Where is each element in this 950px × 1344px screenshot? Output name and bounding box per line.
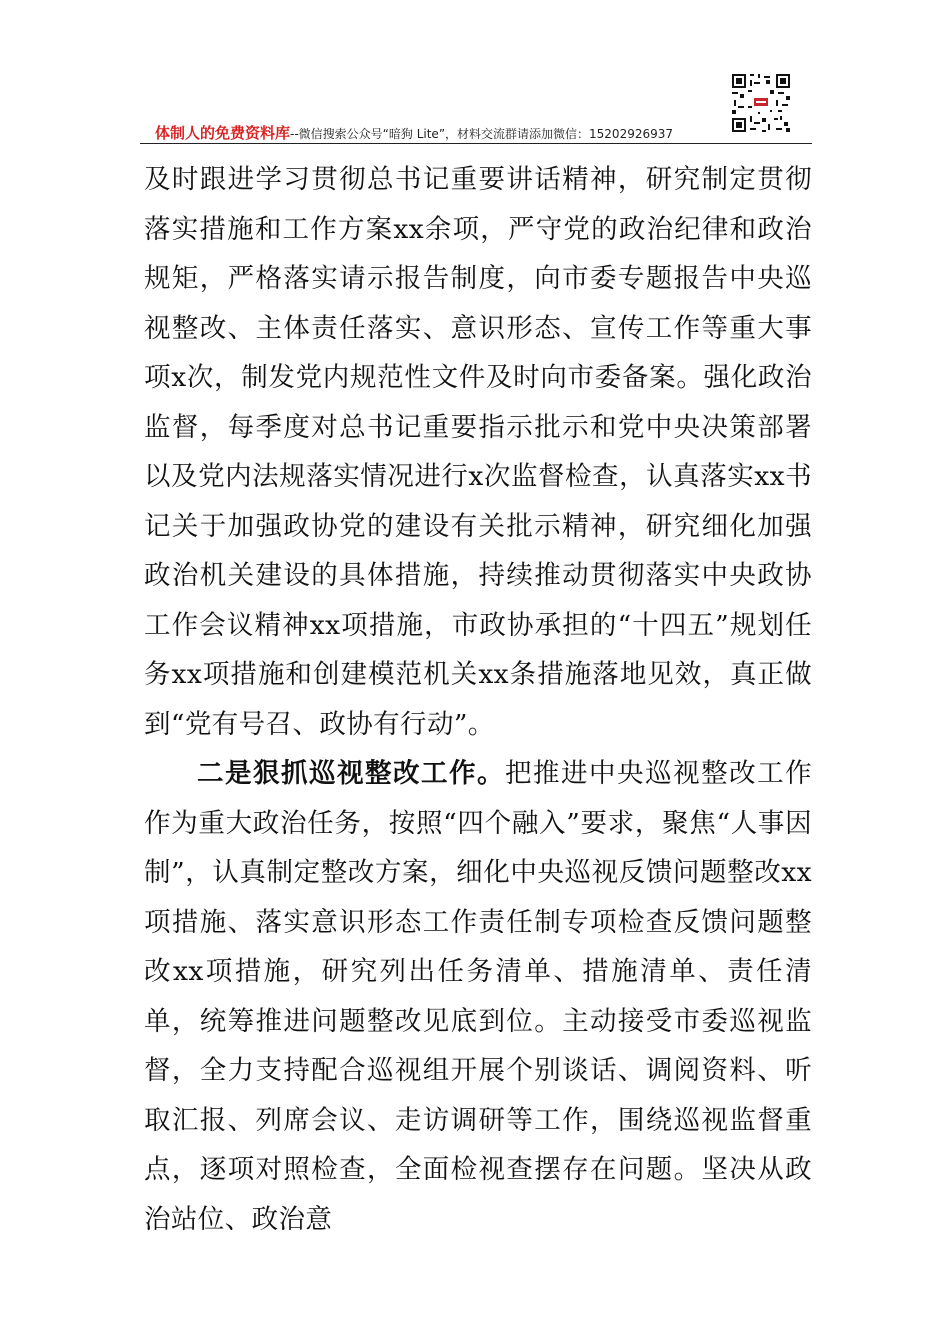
document-body [144,155,812,1244]
paragraph-2-text: 把推进中央巡视整改工作作为重大政治任务，按照“四个融入”要求，聚焦“人事因制”，认真制定整改方案，细化中央巡视反馈问题整改xx项措施、落实意识形态工作责任制专项检查反馈问题整改xx项措施，研究列出任务清单、措施清单、责任清单，统筹推进问题整改见底到位。主动接受市委巡视监督，全力支持配合巡视组开展个别谈话、调阅资料、听取汇报、列席会议、走访调研等工作，围绕巡视监督重点，逐项对照检查，全面检视查摆存在问题。坚决从政治站位、政治意 [144,758,812,1235]
header-divider [140,143,812,144]
header-brand: 体制人的免费资料库 [155,124,291,142]
qr-code-icon [730,72,792,134]
paragraph-1: 及时跟进学习贯彻总书记重要讲话精神，研究制定贯彻落实措施和工作方案xx余项，严守党的政治纪律和政治规矩，严格落实请示报告制度，向市委专题报告中央巡视整改、主体责任落实、意识形态、宣传工作等重大事项x次，制发党内规范性文件及时向市委备案。强化政治监督，每季度对总书记重要指示批示和党中央决策部署以及党内法规落实情况进行x次监督检查，认真落实xx书记关于加强政协党的建设有关批示精神，研究细化加强政治机关建设的具体措施，持续推动贯彻落实中央政协工作会议精神xx项措施，市政协承担的“十四五”规划任务xx项措施和创建模范机关xx条措施落地见效，真正做到“党有号召、政协有行动”。 [144,164,812,740]
header-text [155,123,673,144]
paragraph-2 [144,749,812,1244]
page-header [140,70,812,146]
paragraph-2-heading: 二是狠抓巡视整改工作。 [197,758,506,789]
header-description: --微信搜索公众号“暗狗 Lite”，材料交流群请添加微信：15202926937 [290,127,674,141]
